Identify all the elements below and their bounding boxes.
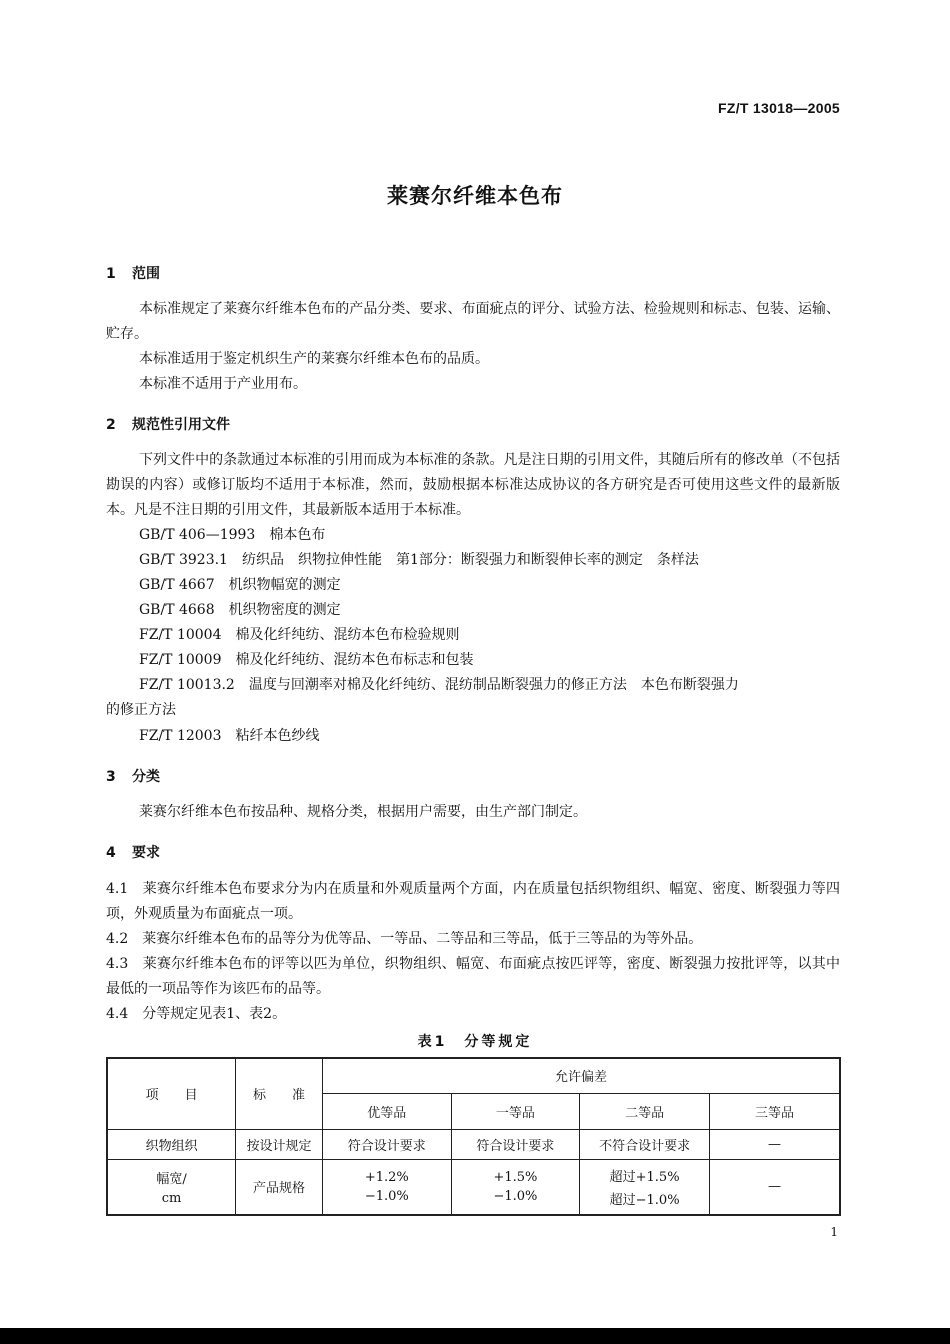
table-cell bbox=[451, 1159, 580, 1215]
header-item: 项 目 bbox=[107, 1058, 236, 1129]
clause-text: 莱赛尔纤维本色布的品等分为优等品、一等品、二等品和三等品，低于三等品的为等外品。 bbox=[142, 931, 703, 947]
reference-code: FZ/T 10013.2 bbox=[139, 677, 235, 693]
table-cell: 产品规格 bbox=[236, 1159, 323, 1215]
section-3-heading bbox=[106, 766, 160, 786]
section-title: 范围 bbox=[132, 266, 160, 282]
clause-number: 4.4 bbox=[106, 1006, 129, 1022]
section-number: 4 bbox=[106, 845, 116, 861]
table-cell bbox=[322, 1159, 451, 1215]
table-cell: — bbox=[709, 1129, 840, 1159]
header-grade: 一等品 bbox=[451, 1093, 580, 1129]
header-grade: 优等品 bbox=[322, 1093, 451, 1129]
clause-number: 4.2 bbox=[106, 931, 129, 947]
section-title: 分类 bbox=[132, 769, 160, 785]
cell-line: cm bbox=[161, 1190, 182, 1206]
section-title: 规范性引用文件 bbox=[132, 417, 230, 433]
cell-line: 幅宽/ bbox=[156, 1171, 187, 1187]
reference-title: 粘纤本色纱线 bbox=[235, 728, 320, 744]
header-standard: 标 准 bbox=[236, 1058, 323, 1129]
table-cell: 织物组织 bbox=[107, 1129, 236, 1159]
reference-title: 机织物密度的测定 bbox=[228, 602, 341, 618]
table-cell bbox=[107, 1159, 236, 1215]
cell-line: 超过−1.0% bbox=[609, 1192, 680, 1208]
section-1-paragraph-2: 本标准适用于鉴定机织生产的莱赛尔纤维本色布的品质。 bbox=[139, 351, 489, 367]
reference-item bbox=[139, 674, 739, 694]
reference-code: GB/T 4667 bbox=[139, 577, 215, 593]
reference-item bbox=[139, 624, 459, 644]
reference-item bbox=[139, 549, 699, 569]
reference-item bbox=[139, 524, 325, 544]
reference-title: 机织物幅宽的测定 bbox=[228, 577, 341, 593]
reference-title: 纺织品 织物拉伸性能 第1部分：断裂强力和断裂伸长率的测定 条样法 bbox=[241, 552, 699, 568]
section-1-heading bbox=[106, 263, 160, 283]
table-cell: 按设计规定 bbox=[236, 1129, 323, 1159]
table-caption: 表1 分等规定 bbox=[417, 1034, 533, 1050]
clause-text: 莱赛尔纤维本色布要求分为内在质量和外观质量两个方面，内在质量包括织物组织、幅宽、密度、断裂强力等四项，外观质量为布面疵点一项。 bbox=[106, 881, 841, 922]
reference-item bbox=[139, 599, 341, 619]
section-number: 3 bbox=[106, 769, 116, 785]
reference-item bbox=[139, 649, 473, 669]
cell-line: +1.5% bbox=[493, 1169, 538, 1185]
reference-item bbox=[139, 574, 341, 594]
table-cell: 符合设计要求 bbox=[322, 1129, 451, 1159]
reference-title: 棉及化纤纯纺、混纺本色布检验规则 bbox=[235, 627, 460, 643]
cell-line: −1.0% bbox=[493, 1188, 538, 1204]
reference-code: GB/T 406—1993 bbox=[139, 527, 256, 543]
bottom-edge-bar bbox=[0, 1328, 950, 1344]
table-row bbox=[107, 1159, 840, 1215]
table-cell: 符合设计要求 bbox=[451, 1129, 580, 1159]
cell-line: +1.2% bbox=[364, 1169, 409, 1185]
clause-text: 分等规定见表1、表2。 bbox=[142, 1006, 287, 1022]
header-grade: 二等品 bbox=[580, 1093, 710, 1129]
section-4-heading bbox=[106, 842, 160, 862]
page-number: 1 bbox=[830, 1225, 838, 1239]
cell-line: 超过+1.5% bbox=[609, 1169, 680, 1185]
reference-title: 棉及化纤纯纺、混纺本色布标志和包装 bbox=[235, 652, 474, 668]
reference-title: 棉本色布 bbox=[269, 527, 326, 543]
standard-number: FZ/T 13018—2005 bbox=[717, 100, 840, 116]
table-header-row bbox=[107, 1058, 840, 1093]
clause-4-1 bbox=[106, 877, 840, 927]
reference-continuation: 的修正方法 bbox=[106, 702, 176, 718]
section-3-paragraph: 莱赛尔纤维本色布按品种、规格分类，根据用户需要，由生产部门制定。 bbox=[139, 804, 587, 820]
document-title: 莱赛尔纤维本色布 bbox=[387, 184, 563, 208]
clause-4-4 bbox=[106, 1002, 840, 1027]
reference-code: FZ/T 10004 bbox=[139, 627, 222, 643]
grading-table bbox=[106, 1057, 841, 1216]
reference-item bbox=[139, 725, 319, 745]
section-2-heading bbox=[106, 414, 230, 434]
reference-code: FZ/T 12003 bbox=[139, 728, 222, 744]
reference-code: FZ/T 10009 bbox=[139, 652, 222, 668]
header-tolerance: 允许偏差 bbox=[322, 1058, 840, 1093]
section-1-paragraph-3: 本标准不适用于产业用布。 bbox=[139, 376, 307, 392]
reference-code: GB/T 3923.1 bbox=[139, 552, 228, 568]
table-cell bbox=[580, 1159, 710, 1215]
reference-code: GB/T 4668 bbox=[139, 602, 215, 618]
table-cell: 不符合设计要求 bbox=[580, 1129, 710, 1159]
table-cell: — bbox=[709, 1159, 840, 1215]
header-grade: 三等品 bbox=[709, 1093, 840, 1129]
clause-text: 莱赛尔纤维本色布的评等以匹为单位，织物组织、幅宽、布面疵点按匹评等，密度、断裂强力按批评等，以其中最低的一项品等作为该匹布的品等。 bbox=[106, 956, 841, 997]
clause-4-3 bbox=[106, 952, 840, 1002]
clause-number: 4.3 bbox=[106, 956, 129, 972]
table-row bbox=[107, 1129, 840, 1159]
section-title: 要求 bbox=[132, 845, 160, 861]
clause-number: 4.1 bbox=[106, 881, 129, 897]
section-2-intro: 下列文件中的条款通过本标准的引用而成为本标准的条款。凡是注日期的引用文件，其随后所有的修改单（不包括勘误的内容）或修订版均不适用于本标准，然而，鼓励根据本标准达成协议的各方研究是否可使用这些文件的最新版本。凡是不注日期的引用文件，其最新版本适用于本标准。 bbox=[106, 452, 840, 518]
cell-line: −1.0% bbox=[364, 1188, 409, 1204]
section-number: 2 bbox=[106, 417, 116, 433]
section-1-paragraph-1: 本标准规定了莱赛尔纤维本色布的产品分类、要求、布面疵点的评分、试验方法、检验规则和标志、包装、运输、贮存。 bbox=[106, 301, 840, 342]
reference-title: 温度与回潮率对棉及化纤纯纺、混纺制品断裂强力的修正方法 本色布断裂强力 bbox=[248, 677, 739, 693]
section-number: 1 bbox=[106, 266, 116, 282]
clause-4-2 bbox=[106, 927, 840, 952]
